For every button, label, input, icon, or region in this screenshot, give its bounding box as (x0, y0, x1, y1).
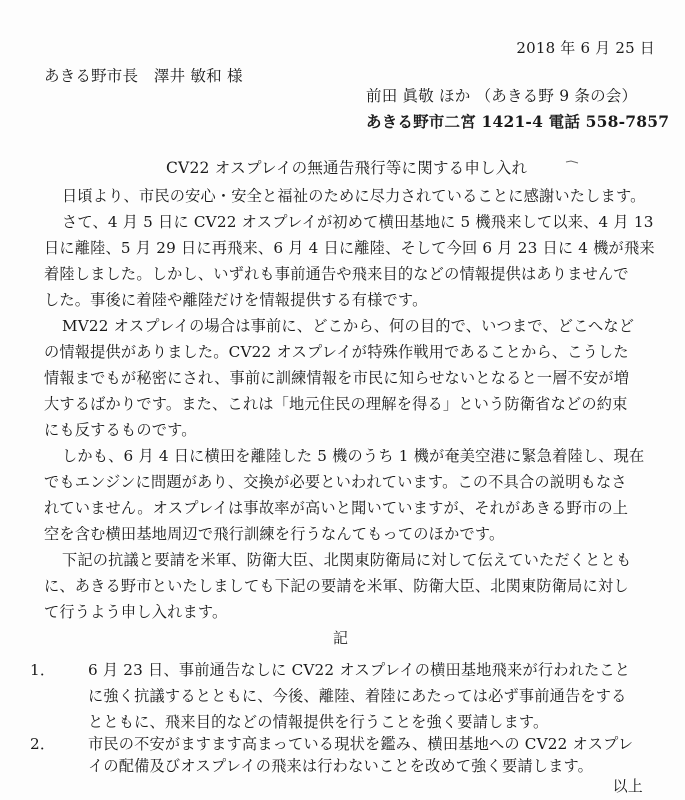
paragraph-line: 情報までもが秘密にされ、事前に訓練情報を市民に知らせないとなると一層不安が増 (44, 369, 630, 387)
paragraph-line: MV22 オスプレイの場合は事前に、どこから、何の目的で、いつまで、どこへなど (62, 317, 635, 335)
ki-heading: 記 (333, 629, 349, 647)
list-item-line: とともに、飛来目的などの情報提供を行うことを強く要請します。 (88, 713, 549, 731)
paragraph-line: に、あきる野市といたしましても下記の要請を米軍、防衛大臣、北関東防衛局に対し (44, 577, 629, 595)
document-title: CV22 オスプレイの無通告飛行等に関する申し入れ (166, 159, 528, 177)
list-item-number: 2． (30, 735, 56, 753)
paragraph-line: さて、4 月 5 日に CV22 オスプレイが初めて横田基地に 5 機飛来して以来、4 月 13 (62, 213, 654, 231)
paragraph-line: でもエンジンに問題があり、交換が必要といわれています。この不具合の説明もなさ (44, 473, 627, 491)
sender-name: 前田 眞敬 ほか （あきる野 9 条の会） (366, 87, 638, 105)
paragraph-line: 日に離陸、5 月 29 日に再飛来、6 月 4 日に離陸、そして今回 6 月 23 日に 4 機が飛来 (44, 239, 655, 257)
paragraph-line: にも反するものです。 (44, 421, 197, 439)
list-item-line: 市民の不安がますます高まっている現状を鑑み、横田基地への CV22 オスプレ (88, 735, 634, 753)
pen-mark-icon (565, 158, 579, 166)
addressee: あきる野市長 澤井 敏和 様 (44, 67, 243, 85)
list-item-line: イの配備及びオスプレイの飛来は行わないことを改めて強く要請します。 (88, 757, 594, 775)
closing-ijo: 以上 (612, 777, 643, 795)
list-item-number: 1． (30, 661, 56, 679)
paragraph-line: しかも、6 月 4 日に横田を離陸した 5 機のうち 1 機が奄美空港に緊急着陸し、現在 (62, 447, 645, 465)
paragraph-line: 下記の抗議と要請を米軍、防衛大臣、北関東防衛局に対して伝えていただくととも (62, 551, 632, 569)
paragraph-line: 日頃より、市民の安心・安全と福祉のために尽力されていることに感謝いたします。 (62, 187, 646, 205)
paragraph-line: 大するばかりです。また、これは「地元住民の理解を得る」という防衛省などの約束 (44, 395, 628, 413)
paragraph-line: 空を含む横田基地周辺で飛行訓練を行うなんてもってのほかです。 (44, 525, 505, 543)
paragraph-line: て行うよう申し入れます。 (44, 603, 228, 621)
paragraph-line: 着陸しました。しかし、いずれも事前通告や飛来目的などの情報提供はありませんで (44, 265, 629, 283)
paragraph-line: れていません。オスプレイは事故率が高いと聞いていますが、それがあきる野市の上 (44, 499, 629, 517)
paragraph-line: した。事後に着陸や離陸だけを情報提供する有様です。 (44, 291, 428, 309)
list-item-line: 6 月 23 日、事前通告なしに CV22 オスプレイの横田基地飛来が行われたこと (88, 661, 631, 679)
sender-address: あきる野市二宮 1421-4 電話 558-7857 (366, 112, 670, 131)
list-item-line: に強く抗議するとともに、今後、離陸、着陸にあたっては必ず事前通告をする (88, 687, 627, 705)
document-date: 2018 年 6 月 25 日 (516, 39, 655, 57)
paragraph-line: の情報提供がありました。CV22 オスプレイが特殊作戦用であることから、こうした (44, 343, 629, 361)
